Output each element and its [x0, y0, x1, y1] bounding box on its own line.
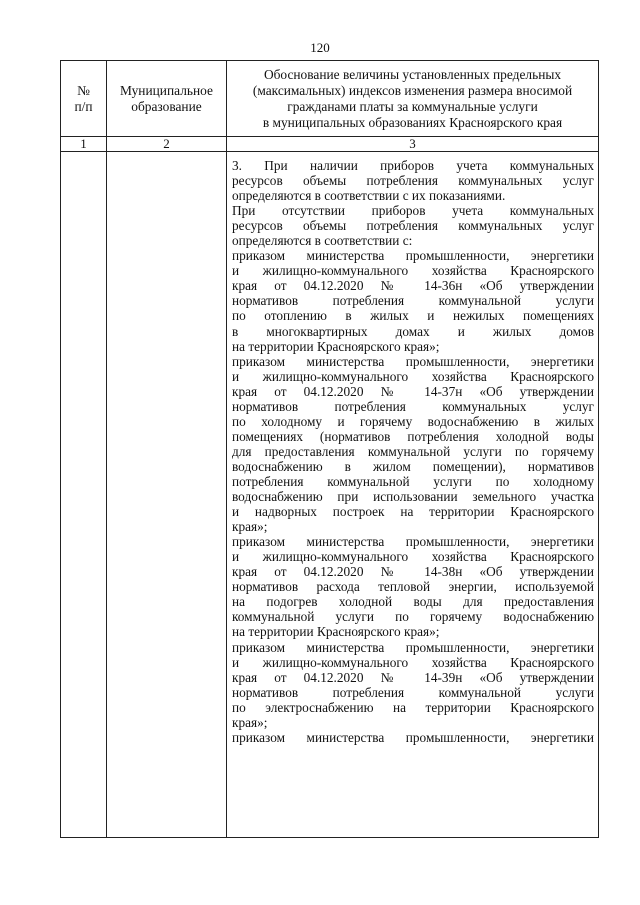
text-line: приказом министерства промышленности, энергетики [232, 534, 594, 550]
header-col-number [61, 61, 107, 137]
text-line: водоснабжению при использовании земельного участка [232, 489, 594, 505]
table-body-row [61, 152, 599, 838]
text-line: в многоквартирных домах и жилых домов [232, 323, 594, 339]
page-number: 120 [310, 40, 330, 55]
text-line: приказом министерства промышленности, энергетики [232, 729, 594, 745]
header-line-justification: гражданами платы за коммунальные услуги [287, 98, 538, 114]
header-col-municipality [107, 61, 227, 137]
text-line: определяются в соответствии с: [232, 233, 413, 249]
body-cell-number [61, 152, 107, 838]
body-cell-justification [227, 152, 599, 838]
justification-table [60, 60, 599, 838]
text-line: коммунальной услуги по горячему водоснабжению [232, 609, 594, 625]
text-line: по холодному и горячему водоснабжению в жилых [232, 413, 594, 429]
header-line-justification: (максимальных) индексов изменения размера вносимой [252, 82, 573, 98]
text-line: нормативов потребления коммунальной услуги [232, 684, 594, 700]
text-line: и жилищно-коммунального хозяйства Красноярского [232, 263, 594, 279]
text-line: края»; [232, 714, 268, 730]
text-line: на территории Красноярского края»; [232, 624, 440, 640]
header-line-justification: в муниципальных образованиях Красноярского края [262, 114, 563, 130]
text-line: При отсутствии приборов учета коммунальных [232, 203, 594, 219]
text-line: края от 04.12.2020 № 14-39н «Об утверждении [232, 669, 594, 685]
text-line: приказом министерства промышленности, энергетики [232, 353, 594, 369]
text-line: ресурсов объемы потребления коммунальных услуг [232, 173, 594, 189]
text-line: по электроснабжению на территории Красноярского [232, 699, 594, 715]
text-line: для предоставления коммунальной услуги по горячему [232, 443, 594, 459]
body-cell-municipality [107, 152, 227, 838]
text-line: и жилищно-коммунального хозяйства Красноярского [232, 654, 594, 670]
column-number-3: 3 [227, 137, 599, 152]
justification-text [227, 152, 598, 745]
text-line: нормативов потребления коммунальной услуги [232, 293, 594, 309]
text-line: 3. При наличии приборов учета коммунальных [232, 158, 594, 173]
text-line: нормативов потребления коммунальных услуг [232, 398, 594, 414]
text-line: потребления коммунальной услуги по холодному [232, 473, 594, 489]
column-number-1: 1 [61, 137, 107, 152]
text-line: по отоплению в жилых и нежилых помещениях [232, 308, 594, 324]
text-line: ресурсов объемы потребления коммунальных услуг [232, 218, 594, 234]
text-line: края»; [232, 519, 268, 535]
column-numbering-row [61, 137, 599, 152]
header-line-number: № [77, 82, 90, 98]
text-line: приказом министерства промышленности, энергетики [232, 248, 594, 264]
text-line: края от 04.12.2020 № 14-38н «Об утверждении [232, 564, 594, 580]
text-line: нормативов расхода тепловой энергии, используемой [232, 579, 594, 595]
header-line-number: п/п [74, 98, 93, 114]
text-line: и жилищно-коммунального хозяйства Красноярского [232, 368, 594, 384]
text-line: и жилищно-коммунального хозяйства Красноярского [232, 549, 594, 565]
text-line: края от 04.12.2020 № 14-37н «Об утверждении [232, 383, 594, 399]
text-line: края от 04.12.2020 № 14-36н «Об утверждении [232, 278, 594, 294]
text-line: водоснабжению в жилом помещении), нормативов [232, 458, 594, 474]
text-line: и надворных построек на территории Красноярского [232, 504, 594, 520]
text-line: на подогрев холодной воды для предоставления [232, 594, 594, 610]
column-number-2: 2 [107, 137, 227, 152]
text-line: определяются в соответствии с их показаниями. [232, 188, 506, 204]
header-line-municipality: образование [131, 98, 202, 114]
table-header-row [61, 61, 599, 137]
text-line: на территории Красноярского края»; [232, 338, 440, 354]
header-col-justification [227, 61, 599, 137]
text-line: приказом министерства промышленности, энергетики [232, 639, 594, 655]
text-line: помещениях (нормативов потребления холодной воды [232, 428, 594, 444]
header-line-municipality: Муниципальное [120, 82, 213, 98]
header-line-justification: Обоснование величины установленных предельных [263, 66, 562, 82]
